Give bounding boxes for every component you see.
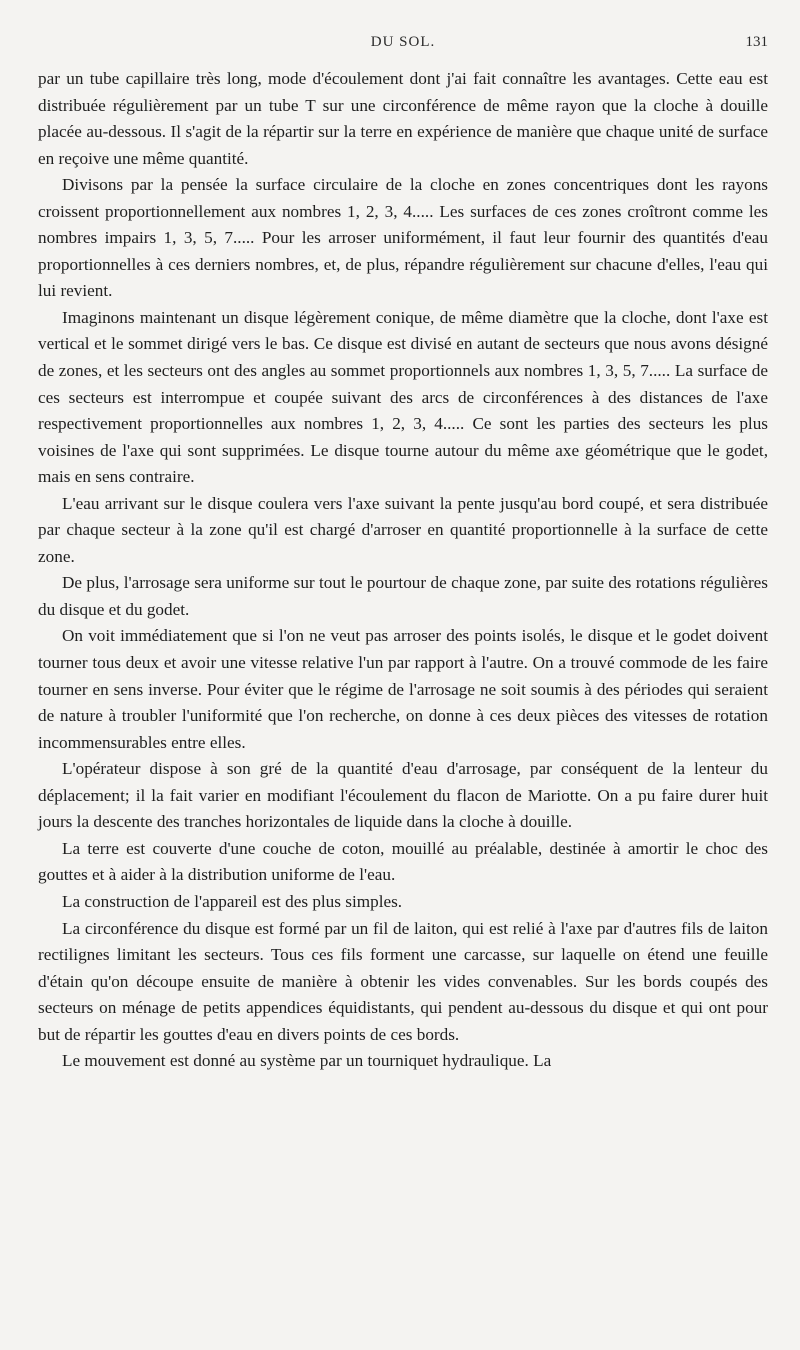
paragraph: La construction de l'appareil est des plus simples. <box>62 891 403 911</box>
paragraph: La terre est couverte d'une couche de coton, mouillé au préalable, destinée à amortir le choc des gouttes et à aider à la distribution uniforme de l'eau. <box>38 838 768 885</box>
paragraph: Divisons par la pensée la surface circulaire de la cloche en zones concentriques dont les rayons croissent proportionnellement aux nombres 1, 2, 3, 4..... Les surfaces de ces zones croîtront comme les nombres impairs 1, 3, 5, 7..... Pour les arroser uniformément, il faut leur fournir des quantités d'eau proportionnelles à ces derniers nombres, et, de plus, répandre régulièrement sur chacune d'elles, l'eau qui lui revient. <box>38 175 768 301</box>
page-header <box>38 34 768 56</box>
running-title: DU SOL. <box>370 34 436 50</box>
paragraph: L'opérateur dispose à son gré de la quantité d'eau d'arrosage, par conséquent de la lenteur du déplacement; il la fait varier en modifiant l'écoulement du flacon de Mariotte. On a pu faire durer huit jours la descente des tranches horizontales de liquide dans la cloche à douille. <box>38 759 768 832</box>
paragraph: De plus, l'arrosage sera uniforme sur tout le pourtour de chaque zone, par suite des rotations régulières du disque et du godet. <box>38 573 768 619</box>
body-text <box>38 66 768 1075</box>
paragraph: On voit immédiatement que si l'on ne veut pas arroser des points isolés, le disque et le godet doivent tourner tous deux et avoir une vitesse relative l'un par rapport à l'autre. On a trouvé commode de les faire tourner en sens inverse. Pour éviter que le régime de l'arrosage ne soit soumis à des périodes qui seraient de nature à troubler l'uniformité que l'on recherche, on donne à ces deux pièces des vitesses de rotation incommensurables entre elles. <box>38 626 768 752</box>
paragraph: L'eau arrivant sur le disque coulera vers l'axe suivant la pente jusqu'au bord coupé, et sera distribuée par chaque secteur à la zone qu'il est chargé d'arroser en quantité proportionnelle à la surface de cette zone. <box>38 493 768 566</box>
paragraph: Imaginons maintenant un disque légèrement conique, de même diamètre que la cloche, dont l'axe est vertical et le sommet dirigé vers le bas. Ce disque est divisé en autant de secteurs que nous avons désigné de zones, et les secteurs ont des angles au sommet proportionnels aux nombres 1, 3, 5, 7..... La surface de ces secteurs est interrompue et coupée suivant des arcs de circonférences à des distances de l'axe respectivement proportionnelles aux nombres 1, 2, 3, 4..... Ce sont les parties des secteurs les plus voisines de l'axe qui sont supprimées. Le disque tourne autour du même axe géométrique que le godet, mais en sens contraire. <box>38 307 768 487</box>
paragraph: La circonférence du disque est formé par un fil de laiton, qui est relié à l'axe par d'autres fils de laiton rectilignes limitant les secteurs. Tous ces fils forment une carcasse, sur laquelle on étend une feuille d'étain qu'on découpe ensuite de manière à obtenir les vides convenables. Sur les bords coupés des secteurs on ménage de petits appendices équidistants, qui pendent au-dessous du disque et qui ont pour but de répartir les gouttes d'eau en divers points de ces bords. <box>38 918 768 1044</box>
page-number: 131 <box>745 34 768 50</box>
paragraph: Le mouvement est donné au système par un tourniquet hydraulique. La <box>62 1051 552 1071</box>
paragraph: par un tube capillaire très long, mode d'écoulement dont j'ai fait connaître les avantages. Cette eau est distribuée régulièrement par un tube T sur une circonférence de même rayon que la cloche à douille placée au-dessous. Il s'agit de la répartir sur la terre en expérience de manière que chaque unité de surface en reçoive une même quantité. <box>38 69 768 168</box>
